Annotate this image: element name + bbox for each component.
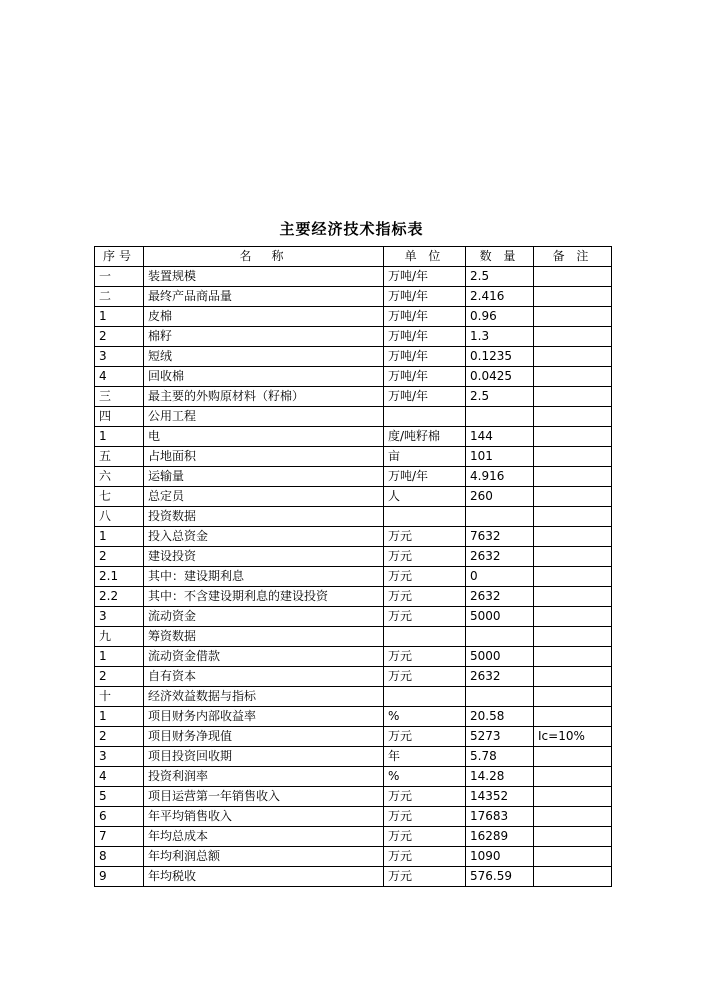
row-note: [534, 687, 612, 707]
table-row: [95, 387, 612, 407]
table-row: [95, 647, 612, 667]
table-row: [95, 847, 612, 867]
row-note: [534, 647, 612, 667]
row-unit: [384, 687, 466, 707]
row-seq: 7: [95, 827, 144, 847]
row-name: 最主要的外购原材料（籽棉）: [144, 387, 384, 407]
table-row: [95, 567, 612, 587]
row-seq: 五: [95, 447, 144, 467]
row-unit: 万元: [384, 527, 466, 547]
header-name: 名 称: [144, 247, 384, 267]
table-row: [95, 307, 612, 327]
row-name: 筹资数据: [144, 627, 384, 647]
row-seq: 4: [95, 367, 144, 387]
row-seq: 二: [95, 287, 144, 307]
row-qty: 14.28: [466, 767, 534, 787]
row-seq: 六: [95, 467, 144, 487]
row-name: 投资利润率: [144, 767, 384, 787]
row-seq: 9: [95, 867, 144, 887]
row-qty: 2.5: [466, 387, 534, 407]
row-name: 流动资金借款: [144, 647, 384, 667]
row-unit: [384, 407, 466, 427]
row-seq: 5: [95, 787, 144, 807]
row-name: 投资数据: [144, 507, 384, 527]
row-qty: [466, 687, 534, 707]
row-qty: 144: [466, 427, 534, 447]
row-seq: 4: [95, 767, 144, 787]
row-qty: 0.1235: [466, 347, 534, 367]
row-unit: 万吨/年: [384, 267, 466, 287]
row-note: [534, 507, 612, 527]
row-note: [534, 487, 612, 507]
row-qty: 5000: [466, 607, 534, 627]
header-unit: 单 位: [384, 247, 466, 267]
row-seq: 2.1: [95, 567, 144, 587]
table-row: [95, 487, 612, 507]
row-name: 棉籽: [144, 327, 384, 347]
row-name: 建设投资: [144, 547, 384, 567]
row-name: 项目运营第一年销售收入: [144, 787, 384, 807]
row-note: [534, 867, 612, 887]
row-unit: 万吨/年: [384, 467, 466, 487]
row-name: 年均利润总额: [144, 847, 384, 867]
row-unit: %: [384, 767, 466, 787]
row-qty: 0.96: [466, 307, 534, 327]
table-row: [95, 827, 612, 847]
table-row: [95, 467, 612, 487]
row-note: [534, 587, 612, 607]
row-name: 经济效益数据与指标: [144, 687, 384, 707]
table-row: [95, 867, 612, 887]
row-qty: 101: [466, 447, 534, 467]
table-row: [95, 407, 612, 427]
table-row: [95, 327, 612, 347]
row-seq: 1: [95, 647, 144, 667]
row-seq: 2: [95, 547, 144, 567]
table-row: [95, 267, 612, 287]
row-note: [534, 807, 612, 827]
row-unit: 万元: [384, 567, 466, 587]
table-row: [95, 587, 612, 607]
header-seq: 序号: [95, 247, 144, 267]
row-qty: 20.58: [466, 707, 534, 727]
row-name: 皮棉: [144, 307, 384, 327]
row-qty: 2.5: [466, 267, 534, 287]
header-qty: 数 量: [466, 247, 534, 267]
row-unit: 度/吨籽棉: [384, 427, 466, 447]
row-seq: 四: [95, 407, 144, 427]
row-unit: 人: [384, 487, 466, 507]
table-row: [95, 547, 612, 567]
row-seq: 2.2: [95, 587, 144, 607]
row-unit: [384, 627, 466, 647]
table-row: [95, 367, 612, 387]
row-seq: 七: [95, 487, 144, 507]
row-unit: 万元: [384, 807, 466, 827]
row-qty: [466, 407, 534, 427]
row-qty: 7632: [466, 527, 534, 547]
row-unit: 万元: [384, 827, 466, 847]
row-seq: 8: [95, 847, 144, 867]
row-name: 回收棉: [144, 367, 384, 387]
table-row: [95, 447, 612, 467]
table-row: [95, 507, 612, 527]
row-unit: 万元: [384, 587, 466, 607]
row-qty: 14352: [466, 787, 534, 807]
row-name: 项目财务内部收益率: [144, 707, 384, 727]
row-name: 占地面积: [144, 447, 384, 467]
row-note: [534, 427, 612, 447]
table-title: 主要经济技术指标表: [279, 220, 424, 238]
row-name: 其中：建设期利息: [144, 567, 384, 587]
row-qty: 2632: [466, 587, 534, 607]
row-qty: 260: [466, 487, 534, 507]
row-qty: 16289: [466, 827, 534, 847]
table-row: [95, 607, 612, 627]
row-name: 其中：不含建设期利息的建设投资: [144, 587, 384, 607]
row-name: 自有资本: [144, 667, 384, 687]
header-note: 备 注: [534, 247, 612, 267]
row-note: [534, 767, 612, 787]
row-unit: 万元: [384, 607, 466, 627]
row-name: 投入总资金: [144, 527, 384, 547]
row-seq: 2: [95, 327, 144, 347]
row-name: 项目财务净现值: [144, 727, 384, 747]
row-unit: 万吨/年: [384, 287, 466, 307]
row-qty: 5000: [466, 647, 534, 667]
row-unit: 万吨/年: [384, 327, 466, 347]
row-seq: 1: [95, 427, 144, 447]
row-qty: 5273: [466, 727, 534, 747]
table-row: [95, 787, 612, 807]
row-seq: 九: [95, 627, 144, 647]
row-name: 流动资金: [144, 607, 384, 627]
row-unit: 万吨/年: [384, 387, 466, 407]
row-qty: 17683: [466, 807, 534, 827]
row-unit: 万元: [384, 727, 466, 747]
row-seq: 1: [95, 707, 144, 727]
row-seq: 3: [95, 607, 144, 627]
row-note: [534, 287, 612, 307]
row-qty: 1090: [466, 847, 534, 867]
row-seq: 十: [95, 687, 144, 707]
row-note: [534, 827, 612, 847]
row-unit: 万吨/年: [384, 367, 466, 387]
row-name: 总定员: [144, 487, 384, 507]
row-qty: [466, 627, 534, 647]
row-qty: 2632: [466, 667, 534, 687]
row-note: [534, 387, 612, 407]
row-note: [534, 787, 612, 807]
row-note: [534, 327, 612, 347]
row-name: 项目投资回收期: [144, 747, 384, 767]
row-note: [534, 627, 612, 647]
row-note: [534, 267, 612, 287]
row-note: [534, 667, 612, 687]
row-qty: 0: [466, 567, 534, 587]
row-note: [534, 847, 612, 867]
row-note: [534, 347, 612, 367]
row-unit: 万元: [384, 847, 466, 867]
row-qty: 2632: [466, 547, 534, 567]
row-seq: 一: [95, 267, 144, 287]
row-name: 运输量: [144, 467, 384, 487]
row-seq: 八: [95, 507, 144, 527]
row-unit: %: [384, 707, 466, 727]
table-row: [95, 667, 612, 687]
row-unit: 万元: [384, 667, 466, 687]
table-row: [95, 767, 612, 787]
row-note: [534, 407, 612, 427]
row-unit: 万吨/年: [384, 347, 466, 367]
table-row: [95, 427, 612, 447]
table-row: [95, 727, 612, 747]
row-qty: 5.78: [466, 747, 534, 767]
row-seq: 6: [95, 807, 144, 827]
row-qty: [466, 507, 534, 527]
row-unit: 万元: [384, 647, 466, 667]
row-unit: 万元: [384, 787, 466, 807]
row-seq: 1: [95, 307, 144, 327]
row-name: 装置规模: [144, 267, 384, 287]
row-note: [534, 607, 612, 627]
table-row: [95, 527, 612, 547]
row-name: 电: [144, 427, 384, 447]
table-row: [95, 687, 612, 707]
row-name: 年均税收: [144, 867, 384, 887]
row-name: 年平均销售收入: [144, 807, 384, 827]
row-qty: 0.0425: [466, 367, 534, 387]
row-unit: [384, 507, 466, 527]
row-unit: 万元: [384, 867, 466, 887]
row-seq: 1: [95, 527, 144, 547]
row-qty: 2.416: [466, 287, 534, 307]
row-note: [534, 547, 612, 567]
row-seq: 三: [95, 387, 144, 407]
row-note: [534, 307, 612, 327]
table-row: [95, 287, 612, 307]
row-seq: 2: [95, 667, 144, 687]
row-note: [534, 707, 612, 727]
row-name: 公用工程: [144, 407, 384, 427]
row-seq: 3: [95, 747, 144, 767]
table-row: [95, 627, 612, 647]
table-row: [95, 807, 612, 827]
row-unit: 万元: [384, 547, 466, 567]
row-seq: 3: [95, 347, 144, 367]
row-name: 最终产品商品量: [144, 287, 384, 307]
row-note: [534, 527, 612, 547]
indicator-table: [94, 246, 612, 887]
table-row: [95, 347, 612, 367]
row-unit: 亩: [384, 447, 466, 467]
row-note: [534, 567, 612, 587]
row-note: [534, 747, 612, 767]
row-name: 短绒: [144, 347, 384, 367]
row-unit: 年: [384, 747, 466, 767]
table-row: [95, 747, 612, 767]
row-unit: 万吨/年: [384, 307, 466, 327]
row-qty: 4.916: [466, 467, 534, 487]
row-note: [534, 367, 612, 387]
header-row: [95, 247, 612, 267]
row-note: [534, 467, 612, 487]
row-seq: 2: [95, 727, 144, 747]
row-note: Ic=10%: [534, 727, 612, 747]
row-name: 年均总成本: [144, 827, 384, 847]
row-qty: 1.3: [466, 327, 534, 347]
row-qty: 576.59: [466, 867, 534, 887]
table-row: [95, 707, 612, 727]
row-note: [534, 447, 612, 467]
